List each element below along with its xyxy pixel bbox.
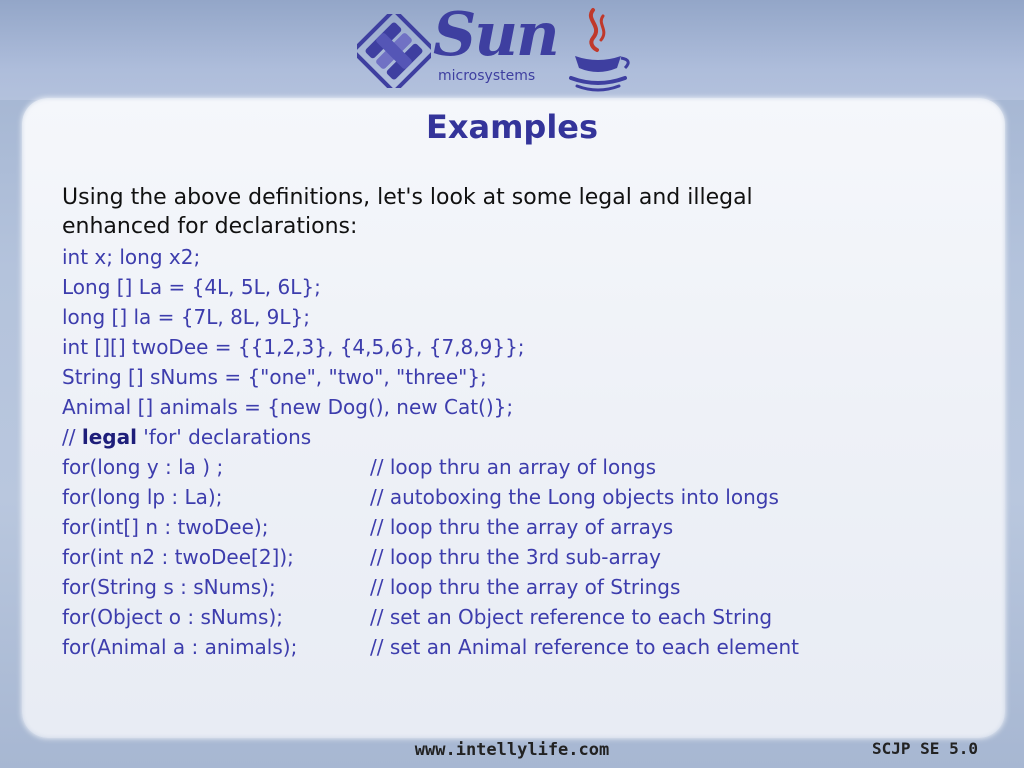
loop-comment: // loop thru the 3rd sub-array [370,545,661,569]
loop-comment: // loop thru the array of Strings [370,575,681,599]
declaration-line: String [] sNums = {"one", "two", "three"}; [62,365,487,389]
loop-code: for(Animal a : animals); [62,635,298,659]
loop-code: for(long lp : La); [62,485,223,509]
loop-line [62,452,982,482]
loop-line [62,512,982,542]
loop-line [62,572,982,602]
declaration-line: Animal [] animals = {new Dog(), new Cat()}; [62,395,514,419]
code-listing [62,242,982,662]
declaration-line: long [] la = {7L, 8L, 9L}; [62,305,310,329]
declaration-line: int [][] twoDee = {{1,2,3}, {4,5,6}, {7,8,9}}; [62,335,525,359]
sun-subtitle: microsystems [438,68,536,84]
loop-comment: // set an Object reference to each String [370,605,773,629]
sun-wordmark: Sun [433,0,558,70]
sun-logo [355,0,645,94]
slide-title: Examples [425,108,599,146]
loop-comment: // loop thru an array of longs [370,455,656,479]
loop-line [62,632,982,662]
loop-line [62,542,982,572]
loop-code: for(String s : sNums); [62,575,276,599]
declaration-line: Long [] La = {4L, 5L, 6L}; [62,275,321,299]
intro-text: Using the above definitions, let's look at some legal and illegal enhanced for declarations: [62,185,753,239]
sun-emblem-icon [357,14,431,88]
loop-line [62,602,982,632]
declaration-line: int x; long x2; [62,245,201,269]
loop-code: for(int n2 : twoDee[2]); [62,545,294,569]
loop-code: for(long y : la ) ; [62,455,224,479]
loop-comment: // loop thru the array of arrays [370,515,674,539]
java-coffee-cup-icon [563,6,633,94]
loop-code: for(Object o : sNums); [62,605,283,629]
legal-keyword: legal [81,425,137,449]
comment-prefix: // [62,425,76,449]
footer-tag: SCJP SE 5.0 [872,739,978,758]
legal-comment-line [62,422,982,452]
comment-rest: 'for' declarations [143,425,312,449]
loop-comment: // set an Animal reference to each element [370,635,799,659]
footer-url: www.intellylife.com [414,740,610,760]
loop-code: for(int[] n : twoDee); [62,515,269,539]
loop-comment: // autoboxing the Long objects into longs [370,485,779,509]
loop-line [62,482,982,512]
